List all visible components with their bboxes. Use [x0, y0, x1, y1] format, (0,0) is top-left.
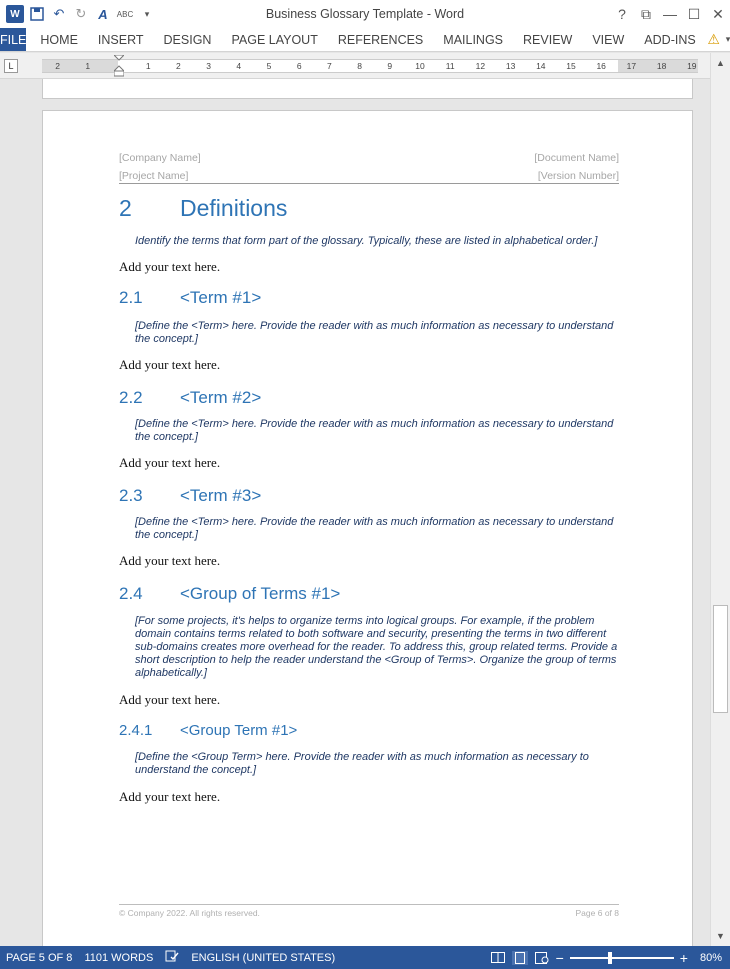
tab-insert[interactable]: INSERT	[97, 32, 144, 47]
tab-selector[interactable]: L	[4, 59, 18, 73]
ruler-tick-label: 1	[145, 61, 151, 71]
heading-1-title: Definitions	[180, 195, 288, 221]
ruler-tick-label: 12	[475, 61, 486, 71]
body-text: Add your text here.	[119, 455, 221, 470]
ruler-tick-label: 11	[445, 61, 455, 71]
proofing-icon[interactable]	[159, 950, 185, 965]
tab-references[interactable]: REFERENCES	[337, 32, 424, 47]
heading-number: 2.2	[119, 388, 143, 407]
heading-title: <Term #2>	[180, 388, 262, 407]
heading-number: 2.4.1	[119, 722, 153, 739]
page-header	[119, 150, 619, 184]
ribbon-tabs	[0, 28, 730, 52]
heading-2-term-3	[119, 484, 619, 508]
ruler-tick-label: 3	[206, 61, 211, 71]
ruler-tick-label: 10	[415, 61, 425, 71]
ruler-row	[0, 53, 730, 79]
heading-3-group-term-1	[119, 720, 619, 742]
format-painter-icon[interactable]: A	[98, 6, 108, 22]
ruler-tick-label: 15	[566, 61, 576, 71]
footer-page-number: Page 6 of 8	[575, 908, 619, 918]
read-mode-icon[interactable]	[490, 951, 506, 965]
redo-icon[interactable]: ↻	[75, 6, 87, 21]
status-page[interactable]: PAGE 5 OF 8	[6, 951, 73, 964]
heading-number: 2.1	[119, 288, 143, 307]
heading-2-group-1	[119, 582, 619, 606]
zoom-slider[interactable]	[570, 957, 674, 959]
ruler-tick-label: 1	[85, 61, 91, 71]
tab-home[interactable]: HOME	[40, 32, 78, 47]
maximize-icon[interactable]: ☐	[687, 5, 701, 22]
heading-number: 2.3	[119, 486, 143, 505]
heading-2-term-2	[119, 386, 619, 410]
heading-1-number: 2	[119, 195, 132, 221]
spelling-icon[interactable]: ABC	[116, 9, 134, 19]
undo-icon[interactable]: ↶	[53, 6, 65, 21]
header-version: [Version Number]	[537, 170, 619, 182]
close-icon[interactable]: ✕	[712, 5, 724, 22]
tab-design[interactable]: DESIGN	[163, 32, 212, 47]
quick-access-toolbar	[0, 0, 156, 28]
term-note: [Define the <Term> here. Provide the reader with as much information as necessary to understand the concept.]	[135, 418, 614, 443]
account-dropdown-icon[interactable]: ▾	[725, 34, 730, 44]
zoom-slider-thumb[interactable]	[608, 952, 612, 964]
group-note: [For some projects, it's helps to organize terms into logical groups. For example, if the problem domain contains terms related to both software and security, presenting the terms in two different sub-domains creates more overhead for the reader. To address this, group related terms. Provide a short description to help the reader understand the <Group of Terms>. Organize the group of terms alphabetically.]	[135, 615, 618, 679]
window-title: Business Glossary Template - Word	[265, 7, 465, 21]
heading-2-term-1	[119, 286, 619, 310]
tab-add-ins[interactable]: ADD-INS	[644, 32, 696, 47]
intro-note: Identify the terms that form part of the glossary. Typically, these are listed in alphabetical order.]	[135, 235, 598, 247]
status-words[interactable]: 1101 WORDS	[84, 951, 154, 964]
group-term-note: [Define the <Group Term> here. Provide the reader with as much information as necessary to understand the concept.]	[135, 751, 589, 776]
previous-page	[42, 79, 693, 99]
tab-mailings[interactable]: MAILINGS	[443, 32, 504, 47]
word-app-icon[interactable]: W	[6, 5, 24, 23]
term-note: [Define the <Term> here. Provide the reader with as much information as necessary to understand the concept.]	[135, 320, 614, 345]
minimize-icon[interactable]: —	[663, 6, 677, 22]
heading-number: 2.4	[119, 584, 143, 603]
body-text: Add your text here.	[119, 553, 221, 568]
customize-qat-icon[interactable]: ▾	[144, 8, 150, 19]
tab-page-layout[interactable]: PAGE LAYOUT	[231, 32, 318, 47]
scroll-down-icon[interactable]: ▼	[716, 931, 725, 941]
ruler-tick-label: 5	[266, 61, 272, 71]
zoom-level[interactable]: 80%	[699, 951, 722, 964]
ruler-tick-label: 6	[296, 61, 302, 71]
ribbon-display-options-icon[interactable]: ⧉	[641, 5, 651, 22]
tab-file[interactable]: FILE	[0, 28, 26, 51]
page-footer	[119, 904, 619, 918]
vertical-scrollbar[interactable]	[710, 53, 730, 946]
header-project: [Project Name]	[119, 170, 189, 182]
heading-1	[119, 191, 619, 225]
zoom-in-icon[interactable]: +	[679, 949, 688, 966]
status-language[interactable]: ENGLISH (UNITED STATES)	[191, 951, 336, 964]
body-text: Add your text here.	[119, 357, 221, 372]
ruler-tick-label: 4	[236, 61, 242, 71]
web-layout-icon[interactable]	[534, 951, 550, 965]
ruler-tick-label: 2	[176, 61, 181, 71]
ruler-tick-label: 9	[387, 61, 393, 71]
footer-copyright: © Company 2022. All rights reserved.	[119, 908, 260, 918]
page-content[interactable]	[119, 191, 619, 806]
ribbon-right	[706, 28, 730, 51]
body-text: Add your text here.	[119, 789, 221, 804]
tab-view[interactable]: VIEW	[592, 32, 625, 47]
status-right	[490, 950, 730, 966]
save-icon[interactable]	[28, 5, 46, 23]
heading-title: <Term #3>	[180, 486, 262, 505]
print-layout-icon[interactable]	[512, 951, 528, 965]
heading-title: <Group of Terms #1>	[180, 584, 341, 603]
status-bar	[0, 946, 730, 969]
page[interactable]	[42, 110, 693, 946]
ruler-tick-label: 8	[357, 61, 362, 71]
header-document: [Document Name]	[534, 152, 619, 164]
indent-marker-icon[interactable]	[114, 55, 124, 77]
warning-icon[interactable]: ⚠	[707, 31, 720, 47]
ruler-tick-label: 7	[327, 61, 332, 71]
ruler-tick-label: 19	[687, 61, 697, 71]
heading-title: <Term #1>	[180, 288, 262, 307]
tab-review[interactable]: REVIEW	[523, 32, 573, 47]
body-text: Add your text here.	[119, 692, 221, 707]
title-bar	[0, 0, 730, 28]
zoom-out-icon[interactable]: −	[555, 949, 564, 966]
ruler-tick-label: 13	[505, 61, 516, 71]
term-note: [Define the <Term> here. Provide the reader with as much information as necessary to understand the concept.]	[135, 516, 614, 541]
horizontal-ruler[interactable]	[42, 59, 698, 73]
scroll-up-icon[interactable]: ▲	[716, 58, 725, 68]
ruler-tick-label: 14	[536, 61, 546, 71]
ruler-tick-label: 18	[656, 61, 667, 71]
window-controls	[610, 0, 730, 28]
header-company: [Company Name]	[119, 152, 201, 164]
document-area[interactable]	[0, 79, 710, 946]
ruler-tick-label: 17	[626, 61, 637, 71]
help-icon[interactable]: ?	[618, 6, 626, 22]
heading-title: <Group Term #1>	[180, 722, 298, 739]
ruler-tick-label: 2	[55, 61, 60, 71]
scrollbar-thumb[interactable]	[713, 605, 728, 713]
ruler-left-margin	[42, 60, 118, 72]
body-text: Add your text here.	[119, 259, 221, 274]
ruler-tick-label: 16	[596, 61, 606, 71]
